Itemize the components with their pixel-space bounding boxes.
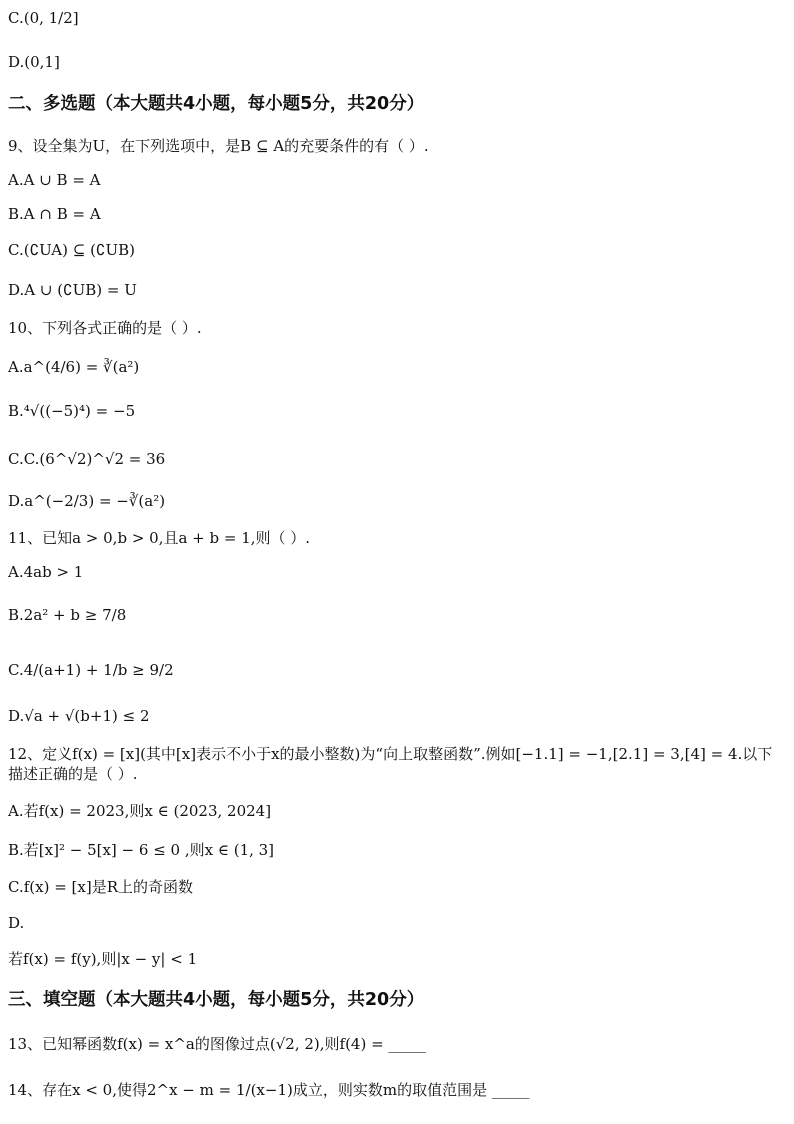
q11-option-b: B.2a² + b ≥ 7/8 [8,606,127,624]
question-12-stem: 12、定义f(x) = [x](其中[x]表示不小于x的最小整数)为“向上取整函数”.例如[−1.1] = −1,[2.1] = 3,[4] = 4.以下描述正确的是（ ）. [8,745,773,783]
question-10-stem: 10、下列各式正确的是（ ）. [8,319,202,337]
q8-option-c: C.(0, 1/2] [8,9,79,27]
q10-option-b: B.⁴√((−5)⁴) = −5 [8,402,136,420]
section-heading-multiple-choice: 二、多选题（本大题共4小题，每小题5分，共20分） [8,94,425,114]
q10-option-a: A.a^(4/6) = ∛(a²) [8,358,140,376]
q11-option-c: C.4/(a+1) + 1/b ≥ 9/2 [8,661,174,679]
q12-option-b: B.若[x]² − 5[x] − 6 ≤ 0 ,则x ∈ (1, 3] [8,841,275,859]
q12-option-d-text: 若f(x) = f(y),则|x − y| < 1 [8,950,198,968]
q10-option-d: D.a^(−2/3) = −∛(a²) [8,492,166,510]
q9-option-b: B.A ∩ B = A [8,205,101,223]
question-9-stem: 9、设全集为U，在下列选项中，是B ⊆ A的充要条件的有（ ）. [8,137,429,155]
question-13-stem: 13、已知幂函数f(x) = x^a的图像过点(√2, 2),则f(4) = _____ [8,1035,426,1053]
q9-option-c: C.(∁UA) ⊆ (∁UB) [8,241,135,259]
q10-option-c: C.C.(6^√2)^√2 = 36 [8,450,166,468]
q11-option-d: D.√a + √(b+1) ≤ 2 [8,707,150,725]
q8-option-d: D.(0,1] [8,53,60,71]
q9-option-d: D.A ∪ (∁UB) = U [8,281,137,299]
q9-option-a: A.A ∪ B = A [8,171,101,189]
question-11-stem: 11、已知a > 0,b > 0,且a + b = 1,则（ ）. [8,529,311,547]
section-heading-fill-in: 三、填空题（本大题共4小题，每小题5分，共20分） [8,990,425,1010]
q11-option-a: A.4ab > 1 [8,563,84,581]
question-14-stem: 14、存在x < 0,使得2^x − m = 1/(x−1)成立，则实数m的取值范围是 _____ [8,1081,530,1099]
q12-option-c: C.f(x) = [x]是R上的奇函数 [8,878,193,896]
q12-option-a: A.若f(x) = 2023,则x ∈ (2023, 2024] [8,802,272,820]
q12-option-d-label: D. [8,914,25,932]
